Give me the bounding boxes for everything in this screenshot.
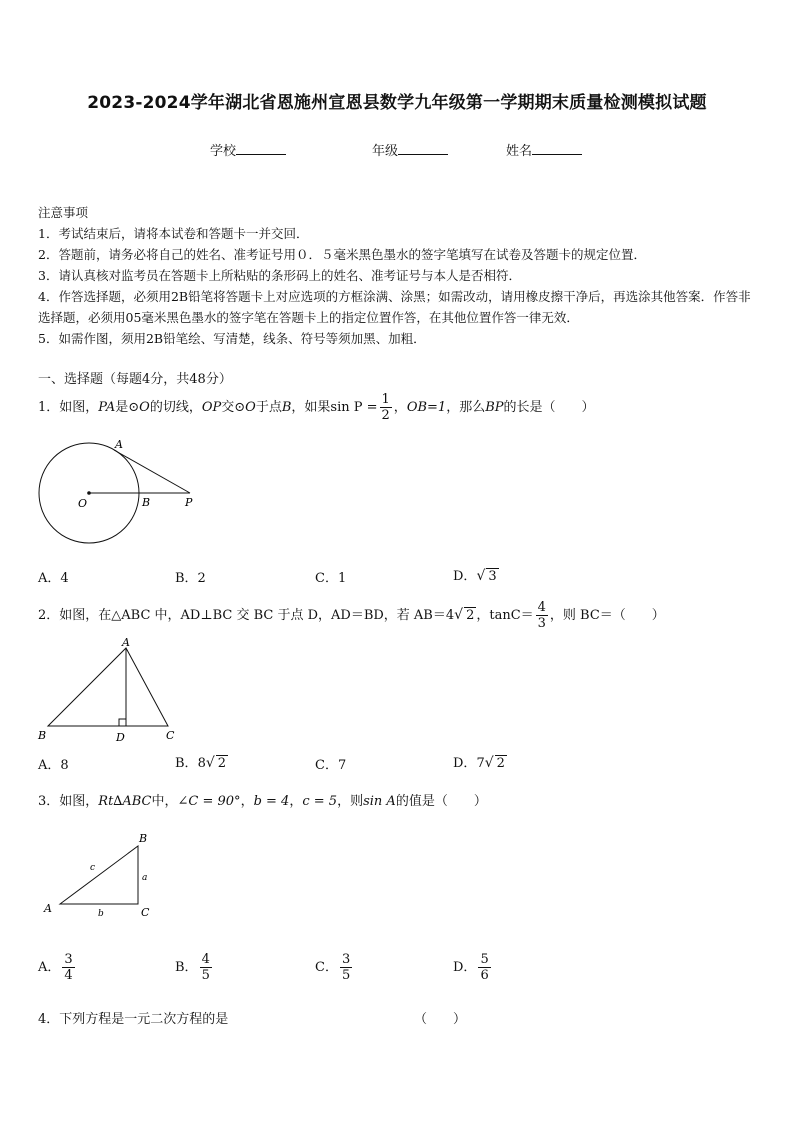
label-O: O <box>78 497 88 510</box>
label-B: B <box>139 832 148 845</box>
note-item: 3．请认真核对监考员在答题卡上所粘贴的条形码上的姓名、准考证号与本人是否相符． <box>38 268 521 283</box>
page-title: 2023-2024学年湖北省恩施州宣恩县数学九年级第一学期期末质量检测模拟试题 <box>87 93 707 113</box>
label-P: P <box>185 496 193 509</box>
name-field[interactable] <box>506 140 582 159</box>
q1-option-b[interactable]: B．2 <box>175 571 206 586</box>
question-2: 2．如图，在△ABC 中，AD⊥BC 交 BC 于点 D，AD＝BD，若 AB＝4√ 2 ，tanC＝ $\frac{4}{3}$ ，则 BC＝（ ） <box>38 600 665 631</box>
fraction: $\frac{4}{3}$ <box>537 600 546 631</box>
school-label: 学校 <box>210 144 237 159</box>
q2-option-d[interactable]: D．7√ 2 <box>453 755 505 771</box>
school-field[interactable] <box>210 140 286 159</box>
label-A: A <box>115 438 123 451</box>
q2-option-a[interactable]: A．8 <box>38 758 69 773</box>
label-A: A <box>122 638 130 649</box>
grade-blank[interactable] <box>398 142 448 155</box>
question-3: 3．如图，Rt∆ABC中，∠C = 90°，b = 4，c = 5，则sin A的值是（ ） <box>38 794 487 809</box>
q1-option-c[interactable]: C．1 <box>315 571 347 586</box>
q3-right-triangle-figure <box>40 828 165 923</box>
q2-triangle-figure <box>34 638 184 746</box>
q1-option-a[interactable]: A．4 <box>38 571 69 586</box>
q1-option-d[interactable]: D．√ 3 <box>453 568 497 584</box>
q1-circle-tangent-figure <box>38 438 208 563</box>
name-label: 姓名 <box>506 144 533 159</box>
note-item: 5．如需作图，须用2B铅笔绘、写清楚，线条、符号等须加黑、加粗． <box>38 331 426 346</box>
label-B: B <box>38 729 47 742</box>
label-C: C <box>141 906 150 919</box>
label-C: C <box>166 729 175 742</box>
question-4: 4．下列方程是一元二次方程的是 <box>38 1012 229 1027</box>
q2-option-b[interactable]: B．8√ 2 <box>175 755 227 771</box>
label-a: a <box>142 873 148 883</box>
label-c: c <box>90 863 96 873</box>
q3-option-d[interactable]: D． $\frac{5}{6}$ <box>453 952 489 983</box>
label-D: D <box>116 731 125 744</box>
notes-section <box>38 202 760 349</box>
school-blank[interactable] <box>236 142 286 155</box>
grade-label: 年级 <box>372 144 399 159</box>
q3-option-c[interactable]: C． $\frac{3}{5}$ <box>315 952 351 983</box>
note-item: 4．作答选择题，必须用2B铅笔将答题卡上对应选项的方框涂满、涂黑；如需改动，请用橡皮擦干净后，再选涂其他答案．作答非选择题，必须用05毫米黑色墨水的签字笔在答题卡上的指定位置作答，在其他位置作答一律无效． <box>38 289 751 325</box>
question-1: 1．如图，PA是⊙O的切线，OP交⊙O于点B，如果sin P = $\frac{1}{2}$ ，OB=1，那么BP的长是（ ） <box>38 392 595 423</box>
q3-option-a[interactable]: A． $\frac{3}{4}$ <box>38 952 73 983</box>
label-b: b <box>98 909 104 919</box>
name-blank[interactable] <box>532 142 582 155</box>
q3-option-b[interactable]: B． $\frac{4}{5}$ <box>175 952 210 983</box>
q4-answer-paren: （ ） <box>414 1012 467 1027</box>
fraction: $\frac{1}{2}$ <box>381 392 390 423</box>
section-heading: 一、选择题（每题4分，共48分） <box>38 372 232 387</box>
note-item: 2．答题前，请务必将自己的姓名、准考证号用０．５毫米黑色墨水的签字笔填写在试卷及答题卡的规定位置． <box>38 247 646 262</box>
notes-heading: 注意事项 <box>38 205 89 220</box>
label-B: B <box>142 496 151 509</box>
q2-option-c[interactable]: C．7 <box>315 758 347 773</box>
label-A: A <box>44 902 52 915</box>
note-item: 1．考试结束后，请将本试卷和答题卡一并交回． <box>38 226 309 241</box>
grade-field[interactable] <box>372 140 448 159</box>
